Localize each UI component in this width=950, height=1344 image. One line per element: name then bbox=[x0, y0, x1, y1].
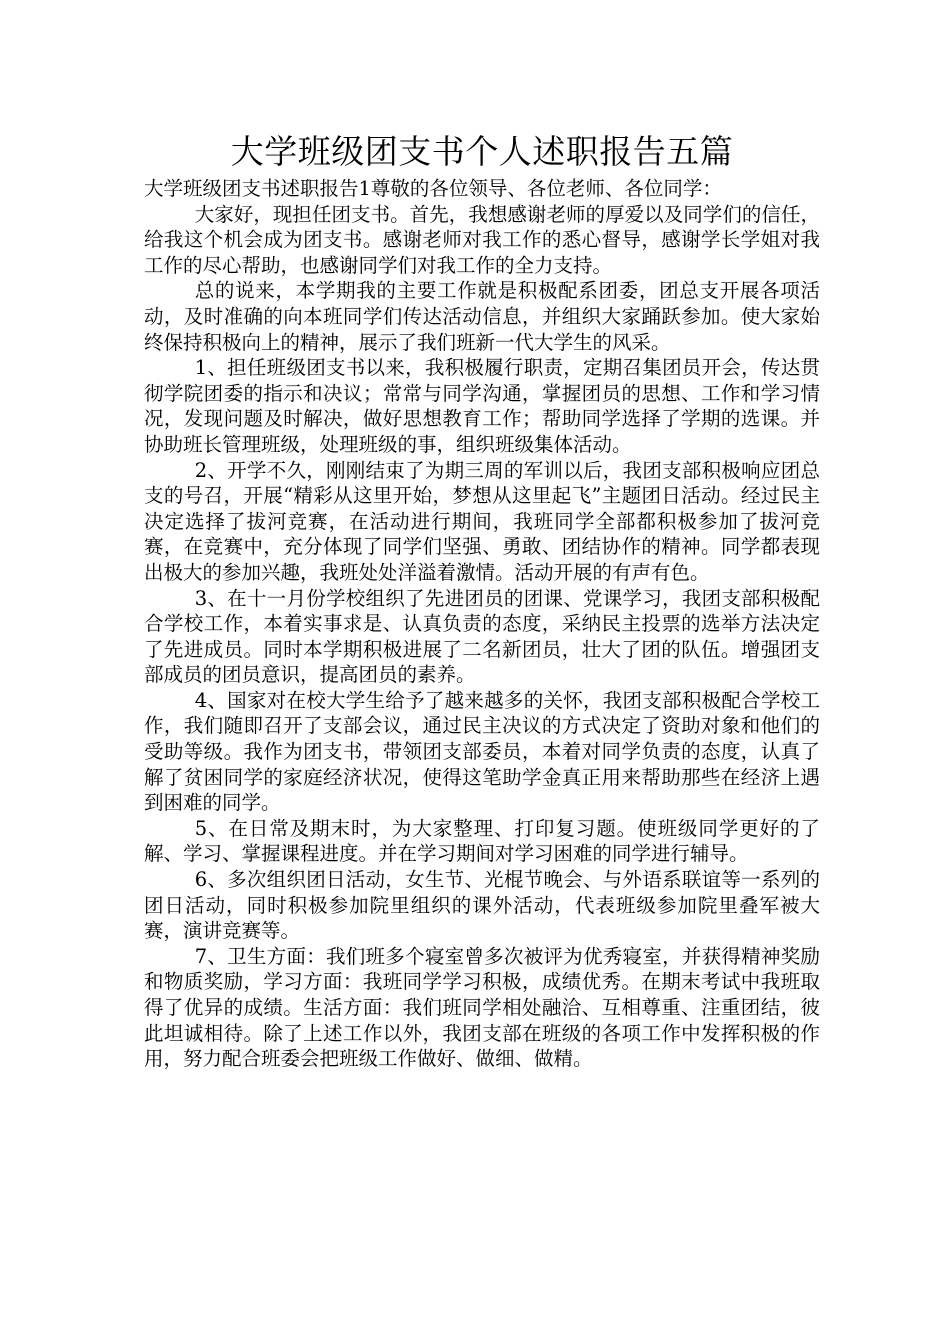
paragraph-greeting: 大家好，现担任团支书。首先，我想感谢老师的厚爱以及同学们的信任，给我这个机会成为团支书。感谢老师对我工作的悉心督导，感谢学长学姐对我工作的尽心帮助，也感谢同学们对我工作的全力支持。 bbox=[144, 202, 820, 277]
document-page bbox=[144, 128, 820, 1072]
document-title: 大学班级团支书个人述职报告五篇 bbox=[230, 132, 734, 171]
paragraph-summary: 总的说来，本学期我的主要工作就是积极配系团委，团总支开展各项活动，及时准确的向本班同学们传达活动信息，并组织大家踊跃参加。使大家始终保持积极向上的精神，展示了我们班新一代大学生的风采。 bbox=[144, 279, 820, 354]
paragraph-item-5: 5、在日常及期末时，为大家整理、打印复习题。使班级同学更好的了解、学习、掌握课程进度。并在学习期间对学习困难的同学进行辅导。 bbox=[144, 816, 820, 866]
paragraph-item-1: 1、担任班级团支书以来，我积极履行职责，定期召集团员开会，传达贯彻学院团委的指示和决议；常常与同学沟通，掌握团员的思想、工作和学习情况，发现问题及时解决，做好思想教育工作；帮助同学选择了学期的选课。并协助班长管理班级，处理班级的事，组织班级集体活动。 bbox=[144, 356, 820, 456]
paragraph-item-6: 6、多次组织团日活动，女生节、光棍节晚会、与外语系联谊等一系列的团日活动，同时积极参加院里组织的课外活动，代表班级参加院里叠军被大赛，演讲竞赛等。 bbox=[144, 868, 820, 943]
document-intro: 大学班级团支书述职报告1尊敬的各位领导、各位老师、各位同学： bbox=[144, 177, 722, 200]
paragraph-item-2: 2、开学不久，刚刚结束了为期三周的军训以后，我团支部积极响应团总支的号召，开展“精彩从这里开始，梦想从这里起飞”主题团日活动。经过民主决定选择了拔河竞赛，在活动进行期间，我班同学全部都积极参加了拔河竞赛，在竞赛中，充分体现了同学们坚强、勇敢、团结协作的精神。同学都表现出极大的参加兴趣，我班处处洋溢着激情。活动开展的有声有色。 bbox=[144, 458, 820, 584]
paragraph-item-7: 7、卫生方面：我们班多个寝室曾多次被评为优秀寝室，并获得精神奖励和物质奖励，学习方面：我班同学学习积极，成绩优秀。在期末考试中我班取得了优异的成绩。生活方面：我们班同学相处融洽、互相尊重、注重团结，彼此坦诚相待。除了上述工作以外，我团支部在班级的各项工作中发挥积极的作用，努力配合班委会把班级工作做好、做细、做精。 bbox=[144, 944, 820, 1071]
paragraph-item-4: 4、国家对在校大学生给予了越来越多的关怀，我团支部积极配合学校工作，我们随即召开了支部会议，通过民主决议的方式决定了资助对象和他们的受助等级。我作为团支书，带领团支部委员，本着对同学负责的态度，认真了解了贫困同学的家庭经济状况，使得这笔助学金真正用来帮助那些在经济上遇到困难的同学。 bbox=[144, 688, 820, 815]
paragraph-item-3: 3、在十一月份学校组织了先进团员的团课、党课学习，我团支部积极配合学校工作，本着实事求是、认真负责的态度，采纳民主投票的选举方法决定了先进成员。同时本学期积极进展了二名新团员，壮大了团的队伍。增强团支部成员的团员意识，提高团员的素养。 bbox=[144, 586, 820, 687]
